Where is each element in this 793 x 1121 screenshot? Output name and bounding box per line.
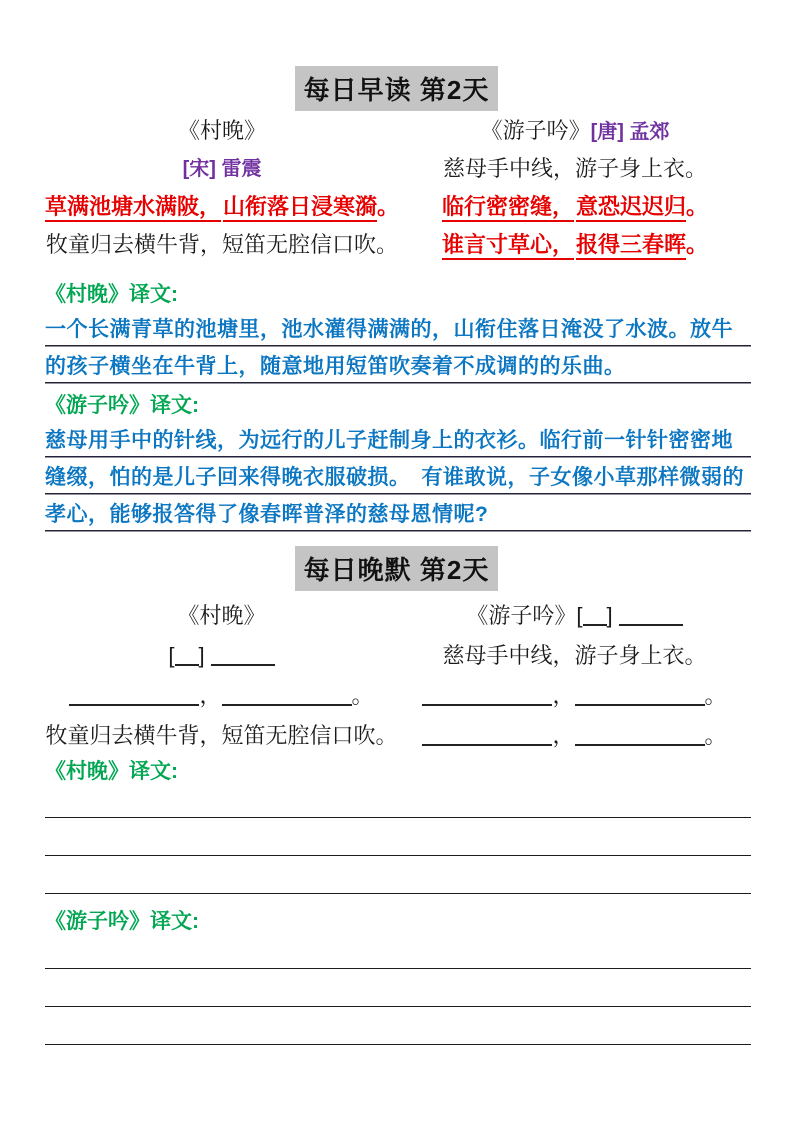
ruled-line [45, 780, 751, 818]
dictation-youziyin-blank-line [398, 716, 751, 756]
evening-youziyin-translation-label: 《游子吟》译文: [45, 910, 199, 933]
evening-section-header [0, 546, 793, 591]
poem-cunwan-line2: 牧童归去横牛背，短笛无腔信口吹。 [46, 232, 399, 257]
poem-youziyin-line3 [399, 226, 751, 264]
morning-poems-row [45, 112, 751, 264]
fill-blank [211, 664, 275, 666]
dictation-cunwan [45, 596, 398, 756]
ruled-line [45, 818, 751, 856]
cunwan-translation-label: 《村晚》译文: [45, 283, 178, 306]
poem-line-segment: 谁言寸草心， [442, 232, 574, 260]
evening-cunwan-answer-lines [45, 780, 751, 894]
ruled-line [45, 856, 751, 894]
bracket-open: [ [576, 603, 583, 628]
morning-section-header [0, 66, 793, 111]
fill-blank [619, 624, 683, 626]
poem-youziyin-line1: 慈母手中线，游子身上衣。 [443, 156, 708, 181]
dictation-youziyin-title-blank [398, 596, 751, 636]
ruled-line [45, 931, 751, 969]
morning-section-title: 每日早读 第2天 [295, 66, 499, 111]
dictation-youziyin-blank-line [398, 676, 751, 716]
poem-cunwan-title: 《村晚》 [178, 118, 267, 143]
dictation-youziyin [398, 596, 751, 756]
comma: ， [552, 723, 575, 748]
period: 。 [704, 683, 727, 708]
fill-blank [583, 624, 607, 626]
poem-youziyin [399, 112, 751, 264]
comma: ， [552, 683, 575, 708]
poem-line-period: 。 [686, 232, 709, 257]
dictation-cunwan-author-blank [45, 636, 398, 676]
bracket-open: [ [168, 643, 175, 668]
fill-blank [575, 704, 705, 706]
poem-line-period: 。 [686, 194, 709, 219]
evening-cunwan-translation-label: 《村晚》译文: [45, 760, 178, 783]
dictation-youziyin-line1: 慈母手中线，游子身上衣。 [442, 643, 707, 668]
comma: ， [199, 683, 222, 708]
youziyin-translation-text: 慈母用手中的针线，为远行的儿子赶制身上的衣衫。临行前一针针密密地缝缀，怕的是儿子回来得晚衣服破损。 有谁敢说，子女像小草那样微弱的孝心，能够报答得了像春晖普泽的慈母恩情呢? [45, 422, 751, 534]
poem-youziyin-title-line [399, 112, 751, 150]
fill-blank [222, 704, 352, 706]
cunwan-translation-text: 一个长满青草的池塘里，池水灌得满满的，山衔住落日淹没了水波。放牛的孩子横坐在牛背上，随意地用短笛吹奏着不成调的的乐曲。 [45, 311, 751, 386]
fill-blank [422, 744, 552, 746]
dictation-cunwan-blank-line [45, 676, 398, 716]
poem-cunwan-line1 [45, 188, 399, 226]
evening-youziyin-answer-lines [45, 931, 751, 1045]
poem-line-segment: 临行密密缝， [442, 194, 574, 222]
poem-youziyin-title: 《游子吟》 [480, 118, 591, 143]
poem-line-segment: 报得三春晖 [576, 232, 686, 260]
dictation-youziyin-title: 《游子吟》 [466, 603, 577, 628]
fill-blank [575, 744, 705, 746]
poem-line-period: 。 [377, 194, 400, 219]
fill-blank [422, 704, 552, 706]
period: 。 [704, 723, 727, 748]
youziyin-translation-label: 《游子吟》译文: [45, 394, 199, 417]
poem-line-segment: 意恐迟迟归 [576, 194, 686, 222]
poem-line-segment: 草满池塘水满陂， [45, 194, 221, 222]
poem-line-segment: 山衔落日浸寒漪 [223, 194, 377, 222]
evening-section-title: 每日晚默 第2天 [295, 546, 499, 591]
bracket-close: ] [606, 603, 613, 628]
poem-cunwan [45, 112, 399, 264]
ruled-line [45, 1007, 751, 1045]
poem-youziyin-line2 [399, 188, 751, 226]
bracket-close: ] [198, 643, 205, 668]
dictation-cunwan-line2: 牧童归去横牛背，短笛无腔信口吹。 [45, 723, 398, 748]
fill-blank [69, 704, 199, 706]
poem-cunwan-author: [宋] 雷震 [182, 158, 262, 180]
period: 。 [351, 683, 374, 708]
poem-youziyin-author: [唐] 孟郊 [590, 121, 670, 143]
ruled-line [45, 969, 751, 1007]
dictation-cunwan-title: 《村晚》 [177, 603, 266, 628]
evening-poems-row [45, 596, 751, 756]
fill-blank [175, 664, 199, 666]
